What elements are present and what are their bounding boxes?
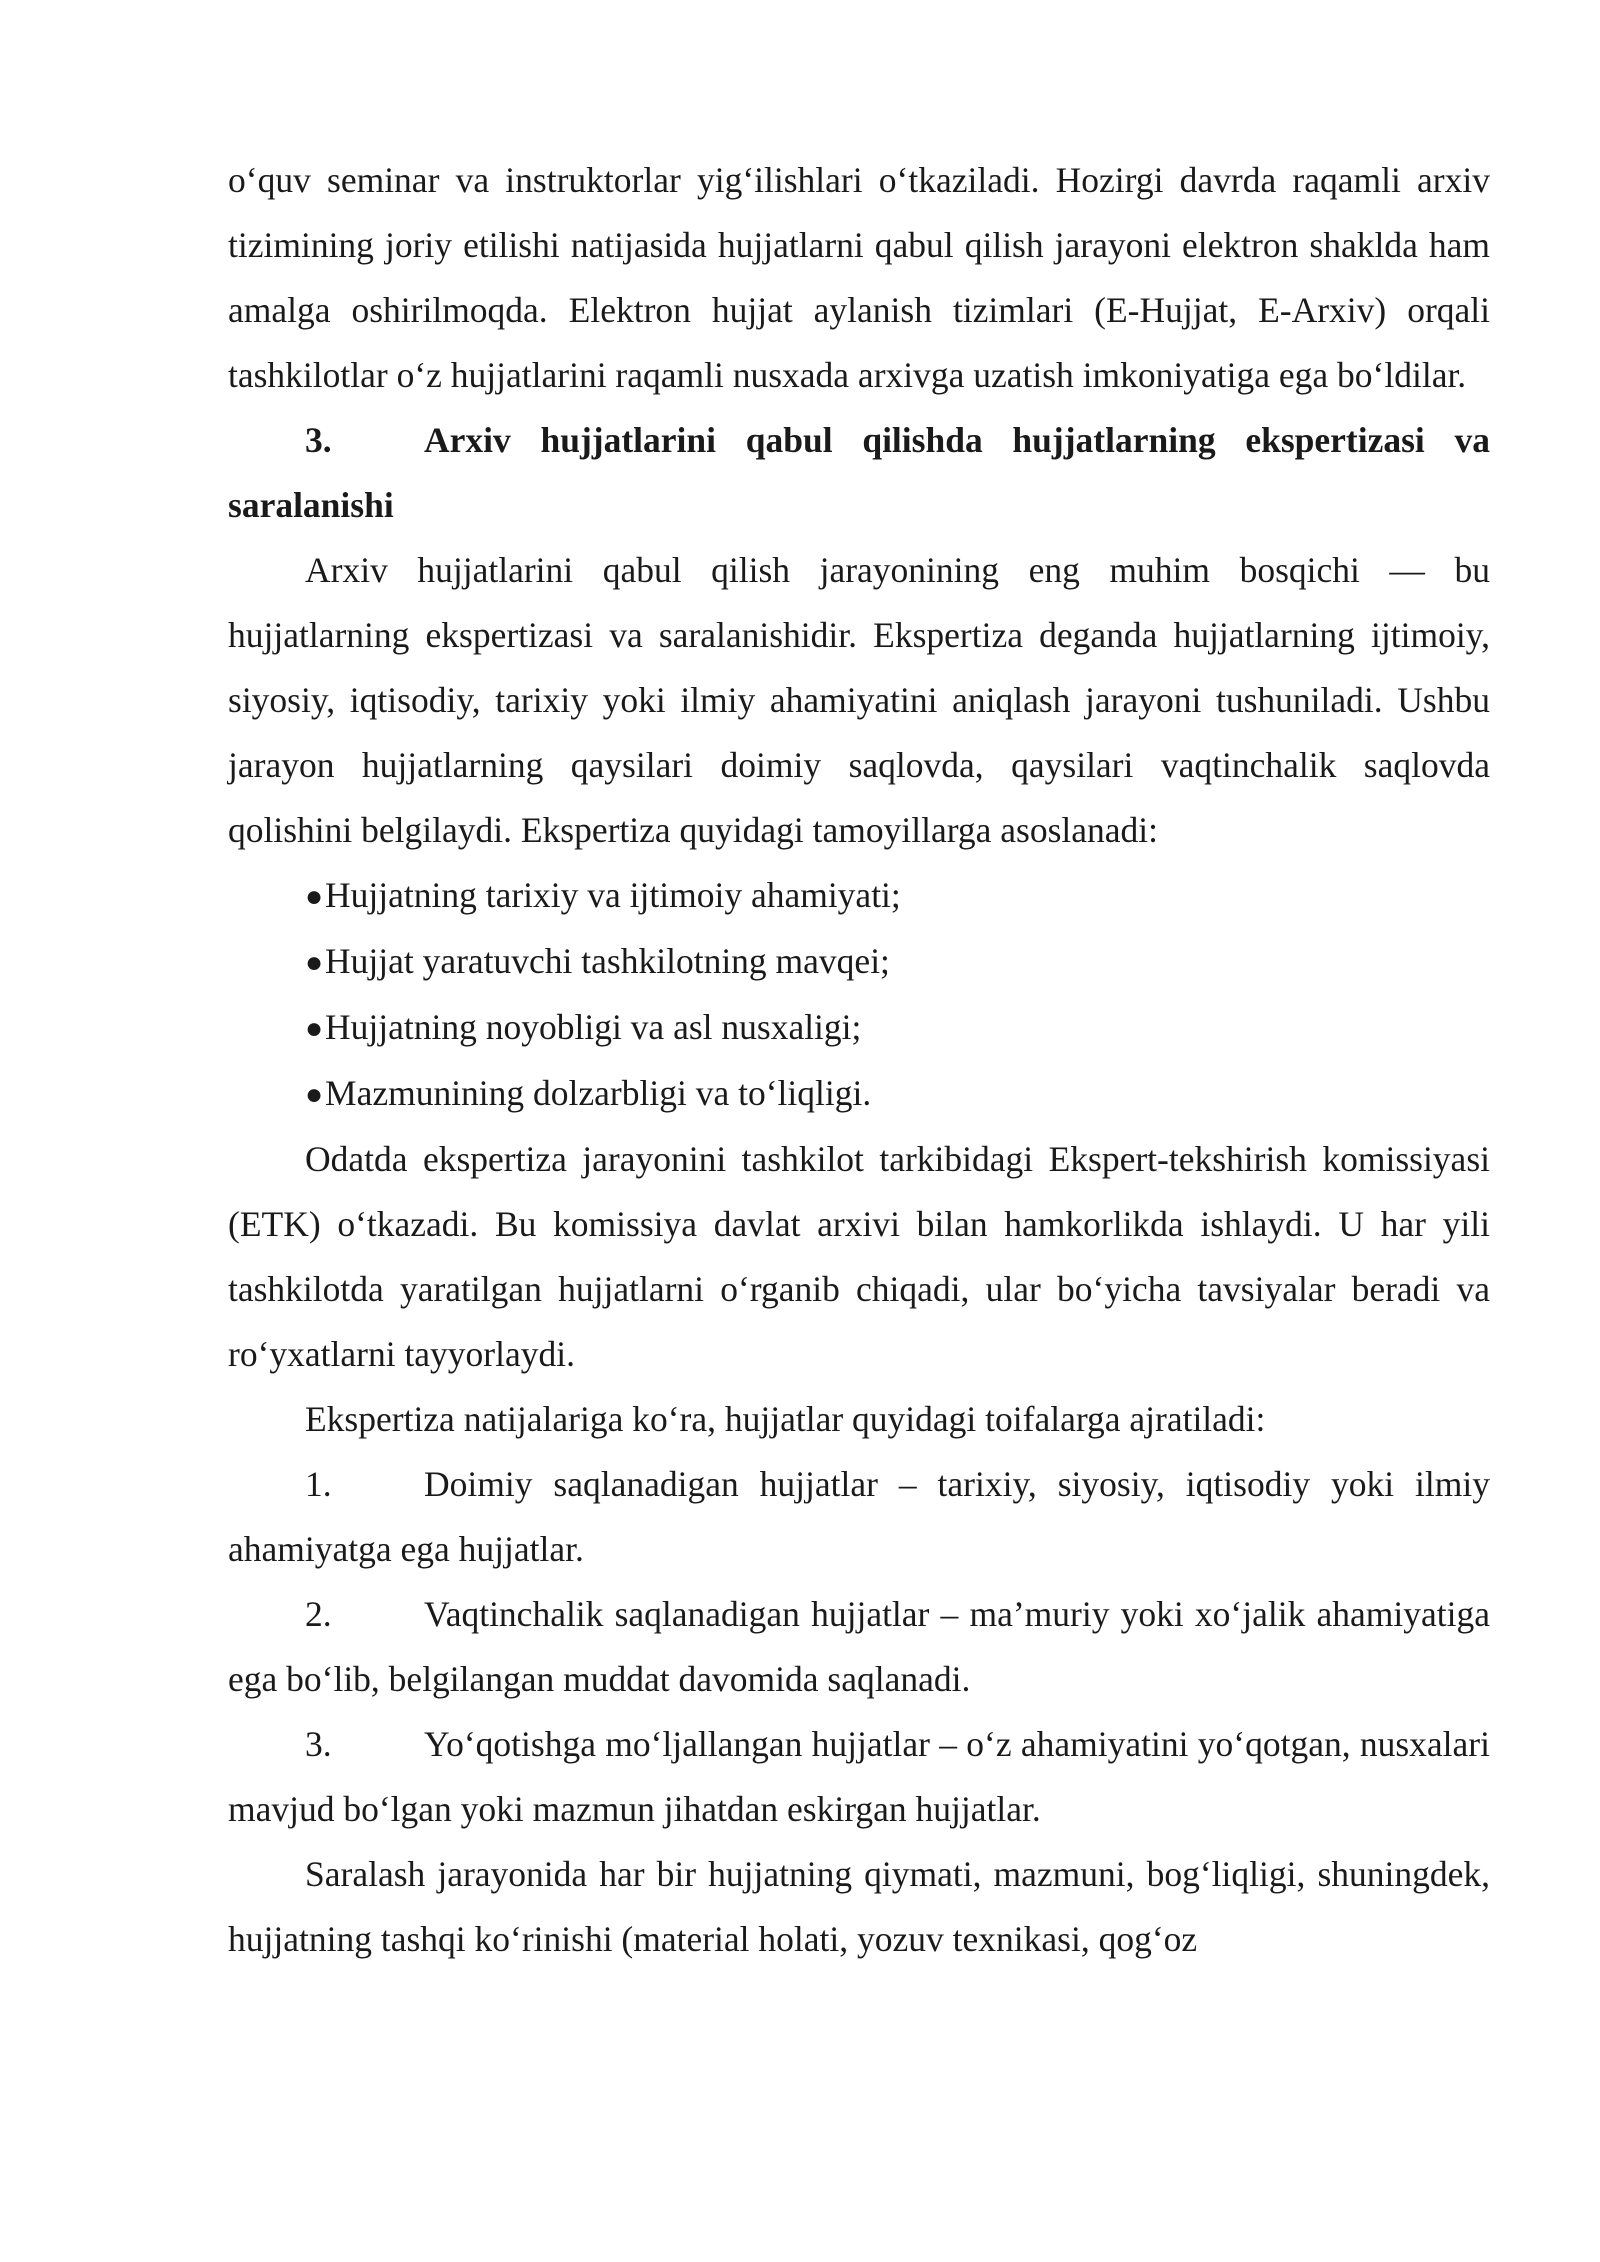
paragraph-intro: o‘quv seminar va instruktorlar yig‘ilishlari o‘tkaziladi. Hozirgi davrda raqamli arxiv tizimining joriy etilishi natijasida hujjatlarni qabul qilish jarayoni elektron shaklda ham amalga oshirilmoqda. Elektron hujjat aylanish tizimlari (E-Hujjat, E-Arxiv) orqali tashkilotlar o‘z hujjatlarini raqamli nusxada arxivga uzatish imkoniyatiga ega bo‘ldilar.: [228, 160, 1490, 395]
list-item: ●Hujjatning tarixiy va ijtimoiy ahamiyati;: [228, 863, 1490, 929]
numbered-item: [228, 1712, 1490, 1842]
document-body: [228, 148, 1490, 1972]
bullet-icon: ●: [305, 1078, 324, 1111]
item-text: Yo‘qotishga mo‘ljallangan hujjatlar – o‘z ahamiyatini yo‘qotgan, nusxalari mavjud bo‘lgan yoki mazmun jihatdan eskirgan hujjatlar.: [228, 1724, 1490, 1829]
item-text: Vaqtinchalik saqlanadigan hujjatlar – ma’muriy yoki xo‘jalik ahamiyatiga ega bo‘lib, belgilangan muddat davomida saqlanadi.: [228, 1594, 1490, 1699]
numbered-item: [228, 1452, 1490, 1582]
item-text: Doimiy saqlanadigan hujjatlar – tarixiy, siyosiy, iqtisodiy yoki ilmiy ahamiyatga ega hujjatlar.: [228, 1464, 1490, 1569]
paragraph-commission: Odatda ekspertiza jarayonini tashkilot tarkibidagi Ekspert-tekshirish komissiyasi (ETK) o‘tkazadi. Bu komissiya davlat arxivi bilan hamkorlikda ishlaydi. U har yili tashkilotda yaratilgan hujjatlarni o‘rganib chiqadi, ular bo‘yicha tavsiyalar beradi va ro‘yxatlarni tayyorlaydi.: [228, 1139, 1490, 1374]
list-item: ●Hujjat yaratuvchi tashkilotning mavqei;: [228, 929, 1490, 995]
paragraph-categories-intro: Ekspertiza natijalariga ko‘ra, hujjatlar quyidagi toifalarga ajratiladi:: [305, 1399, 1266, 1439]
section-number: 3.: [305, 420, 332, 460]
bullet-icon: ●: [305, 1012, 324, 1045]
list-item: ●Hujjatning noyobligi va asl nusxaligi;: [228, 995, 1490, 1061]
item-number: 1.: [305, 1464, 332, 1504]
bullet-icon: ●: [305, 946, 324, 979]
paragraph-expertise: Arxiv hujjatlarini qabul qilish jarayonining eng muhim bosqichi — bu hujjatlarning ekspertizasi va saralanishidir. Ekspertiza deganda hujjatlarning ijtimoiy, siyosiy, iqtisodiy, tarixiy yoki ilmiy ahamiyatini aniqlash jarayoni tushuniladi. Ushbu jarayon hujjatlarning qaysilari doimiy saqlovda, qaysilari vaqtinchalik saqlovda qolishini belgilaydi. Ekspertiza quyidagi tamoyillarga asoslanadi:: [228, 550, 1490, 850]
numbered-item: [228, 1582, 1490, 1712]
bullet-icon: ●: [305, 880, 324, 913]
section-title: Arxiv hujjatlarini qabul qilishda hujjatlarning ekspertizasi va saralanishi: [228, 420, 1490, 525]
numbered-list: [228, 1452, 1490, 1842]
list-item: ●Mazmunining dolzarbligi va to‘liqligi.: [228, 1061, 1490, 1127]
item-number: 2.: [305, 1594, 332, 1634]
paragraph-sorting: Saralash jarayonida har bir hujjatning qiymati, mazmuni, bog‘liqligi, shuningdek, hujjatning tashqi ko‘rinishi (material holati, yozuv texnikasi, qog‘oz: [228, 1854, 1490, 1959]
section-heading: [228, 408, 1490, 538]
item-number: 3.: [305, 1724, 332, 1764]
bullet-list: [228, 863, 1490, 1127]
